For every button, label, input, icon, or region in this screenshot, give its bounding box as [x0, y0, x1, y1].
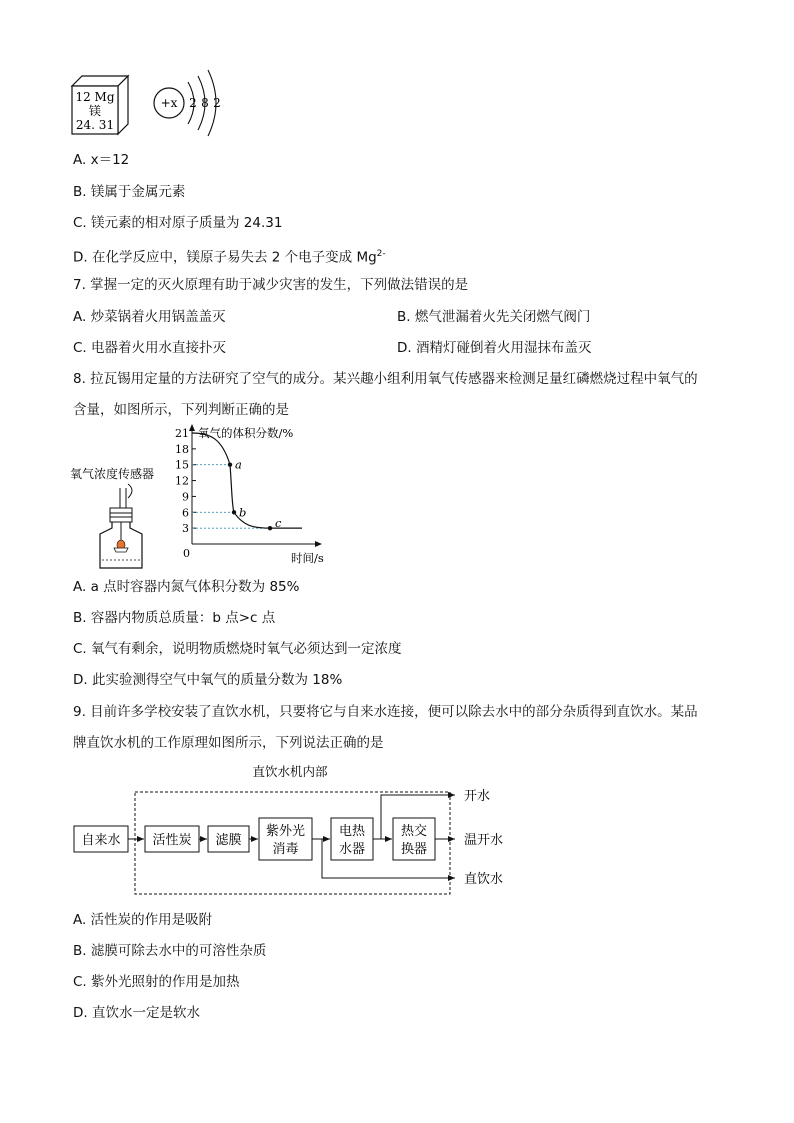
uv-box-line1: 紫外光 [265, 824, 306, 839]
q6-option-c: C. 镁元素的相对原子质量为 24.31 [73, 215, 283, 231]
y-tick-label: 12 [175, 474, 189, 488]
origin-label: 0 [183, 547, 190, 560]
point-label-c: c [275, 516, 282, 531]
y-tick-label: 3 [182, 522, 189, 536]
x-axis-label: 时间/s [291, 551, 324, 565]
output-boiling-water: 开水 [464, 789, 491, 804]
y-axis-label: 氧气的体积分数/% [198, 426, 294, 440]
q8-option-b: B. 容器内物质总质量：b 点>c 点 [73, 610, 276, 626]
activated-carbon-box: 活性炭 [152, 833, 192, 848]
shell-3-count: 2 [213, 96, 221, 110]
q6-option-a: A. x＝12 [73, 152, 130, 168]
q7-option-d: D. 酒精灯碰倒着火用湿抹布盖灭 [397, 340, 592, 356]
q8-option-c: C. 氧气有剩余，说明物质燃烧时氧气必须达到一定浓度 [73, 641, 402, 657]
magnesium-figure [66, 68, 306, 138]
nucleus-charge: +x [160, 96, 178, 110]
q9-option-d: D. 直饮水一定是软水 [73, 1005, 200, 1021]
q9-option-c: C. 紫外光照射的作用是加热 [73, 974, 240, 990]
q9-option-a: A. 活性炭的作用是吸附 [73, 912, 213, 928]
shell-1-count: 2 [189, 96, 197, 110]
q7-option-b: B. 燃气泄漏着火先关闭燃气阀门 [397, 309, 591, 325]
heater-box-line2: 水器 [338, 842, 366, 857]
y-tick-label: 6 [182, 506, 189, 520]
q8-option-d: D. 此实验测得空气中氧气的质量分数为 18% [73, 672, 343, 688]
q9-stem-line2: 牌直饮水机的工作原理如图所示，下列说法正确的是 [73, 735, 384, 751]
element-number-symbol: 12 Mg [75, 90, 115, 104]
diagram-title: 直饮水机内部 [252, 764, 328, 779]
membrane-box: 滤膜 [215, 833, 242, 848]
point-label-b: b [239, 505, 247, 520]
oxygen-curve [192, 433, 302, 531]
output-drinking-water: 直饮水 [464, 872, 504, 887]
shell-2-count: 8 [201, 96, 209, 110]
q9-stem-line1: 9. 目前许多学校安装了直饮水机，只要将它与自来水连接，便可以除去水中的部分杂质得到直饮水。某品 [73, 704, 698, 720]
y-tick-label: 9 [182, 490, 189, 504]
sensor-label: 氧气浓度传感器 [70, 467, 155, 481]
q7-option-c: C. 电器着火用水直接扑灭 [73, 340, 227, 356]
q8-stem-line1: 8. 拉瓦锡用定量的方法研究了空气的成分。某兴趣小组利用氧气传感器来检测足量红磷燃烧过程中氧气的 [73, 371, 698, 387]
uv-box-line2: 消毒 [272, 842, 299, 857]
q7-stem: 7. 掌握一定的灭火原理有助于减少灾害的发生，下列做法错误的是 [73, 277, 469, 293]
tap-water-box: 自来水 [81, 833, 121, 848]
oxygen-chart-figure [70, 424, 330, 574]
q8-option-a: A. a 点时容器内氮气体积分数为 85% [73, 579, 300, 595]
heater-box-line1: 电热 [338, 824, 366, 839]
element-name: 镁 [88, 104, 102, 118]
exchanger-box-line2: 换器 [400, 842, 428, 857]
q7-option-a: A. 炒菜锅着火用锅盖盖灭 [73, 309, 226, 325]
y-tick-label: 18 [175, 442, 189, 456]
element-mass: 24. 31 [75, 118, 115, 132]
output-warm-water: 温开水 [464, 833, 504, 848]
water-machine-diagram [72, 760, 542, 900]
y-tick-label: 21 [175, 427, 189, 440]
q8-stem-line2: 含量，如图所示，下列判断正确的是 [73, 402, 289, 418]
q9-option-b: B. 滤膜可除去水中的可溶性杂质 [73, 943, 267, 959]
q6-option-d: D. 在化学反应中，镁原子易失去 2 个电子变成 $Mg^{2-}$ [73, 249, 386, 266]
y-tick-label: 15 [175, 458, 189, 472]
data-point-c [268, 526, 272, 530]
q6-option-b: B. 镁属于金属元素 [73, 184, 186, 200]
point-label-a: a [235, 457, 242, 472]
exchanger-box-line1: 热交 [400, 824, 428, 839]
data-point-a [228, 463, 232, 467]
data-point-b [232, 510, 236, 514]
